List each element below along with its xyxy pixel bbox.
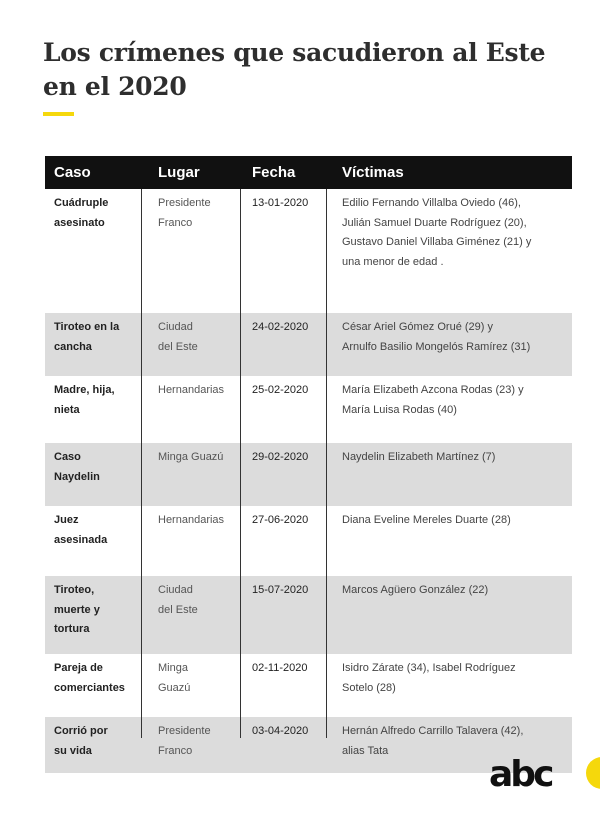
cell-lugar-line: Presidente bbox=[158, 197, 211, 209]
cell-lugar-line: Franco bbox=[158, 216, 193, 229]
logo-text: abc bbox=[489, 757, 552, 793]
cell-lugar-line: Ciudad bbox=[158, 321, 193, 333]
title-accent-bar bbox=[43, 112, 74, 116]
cell-lugar-line: Hernandarias bbox=[158, 514, 225, 526]
cell-caso-line: nieta bbox=[54, 403, 80, 416]
cell-lugar bbox=[147, 576, 243, 654]
cell-victimas-line: Isidro Zárate (34), Isabel Rodríguez bbox=[342, 662, 516, 674]
cell-victimas-line: Marcos Agüero González (22) bbox=[342, 584, 489, 596]
cell-fecha bbox=[243, 717, 330, 773]
cell-lugar bbox=[147, 506, 243, 576]
cell-caso bbox=[45, 376, 147, 443]
cell-caso bbox=[45, 313, 147, 376]
cell-caso-line: comerciantes bbox=[54, 681, 125, 694]
cell-victimas bbox=[330, 376, 572, 443]
crimes-table bbox=[45, 156, 572, 773]
column-divider bbox=[326, 189, 327, 738]
column-divider bbox=[240, 189, 241, 738]
brand-dot bbox=[586, 757, 600, 789]
cell-fecha bbox=[243, 576, 330, 654]
cell-caso-line: asesinato bbox=[54, 216, 105, 229]
cell-victimas-line: Arnulfo Basilio Mongelós Ramírez (31) bbox=[342, 340, 531, 353]
cell-caso-line: Naydelin bbox=[54, 470, 100, 483]
cell-victimas-line: Julián Samuel Duarte Rodríguez (20), bbox=[342, 216, 527, 229]
cell-caso bbox=[45, 189, 147, 313]
cell-victimas bbox=[330, 506, 572, 576]
header-caso: Caso bbox=[54, 164, 91, 181]
cell-victimas bbox=[330, 576, 572, 654]
header-fecha: Fecha bbox=[252, 164, 296, 181]
cell-fecha bbox=[243, 313, 330, 376]
cell-caso-line: Pareja de bbox=[54, 662, 103, 674]
cell-fecha bbox=[243, 376, 330, 443]
cell-lugar-line: Ciudad bbox=[158, 584, 193, 596]
cell-victimas-line: Hernán Alfredo Carrillo Talavera (42), bbox=[342, 725, 524, 737]
cell-lugar bbox=[147, 654, 243, 717]
cell-fecha bbox=[243, 189, 330, 313]
table-row bbox=[45, 313, 572, 376]
cell-lugar-line: del Este bbox=[158, 603, 198, 616]
table-row bbox=[45, 654, 572, 717]
cell-fecha-text: 27-06-2020 bbox=[252, 514, 309, 526]
cell-fecha bbox=[243, 443, 330, 506]
cell-caso-line: Madre, hija, bbox=[54, 384, 115, 396]
cell-caso-line: Tiroteo en la bbox=[54, 321, 120, 333]
cell-lugar bbox=[147, 717, 243, 773]
cell-caso-line: Caso bbox=[54, 451, 81, 463]
cell-caso bbox=[45, 506, 147, 576]
cell-fecha-text: 13-01-2020 bbox=[252, 197, 309, 209]
cell-caso-line: cancha bbox=[54, 340, 92, 353]
cell-caso-line: Juez bbox=[54, 514, 79, 526]
cell-caso bbox=[45, 717, 147, 773]
cell-lugar bbox=[147, 376, 243, 443]
cell-lugar-line: del Este bbox=[158, 340, 198, 353]
table-body bbox=[45, 189, 572, 773]
cell-fecha bbox=[243, 506, 330, 576]
cell-lugar-line: Minga bbox=[158, 662, 188, 674]
cell-caso-line: muerte y bbox=[54, 603, 100, 616]
cell-fecha-text: 24-02-2020 bbox=[252, 321, 309, 333]
cell-victimas-line: Sotelo (28) bbox=[342, 681, 396, 694]
cell-caso-line: Corrió por bbox=[54, 725, 108, 737]
table-row bbox=[45, 506, 572, 576]
cell-lugar bbox=[147, 443, 243, 506]
cell-victimas-line: Diana Eveline Mereles Duarte (28) bbox=[342, 514, 511, 526]
cell-caso-line: Tiroteo, bbox=[54, 584, 95, 596]
cell-fecha-text: 29-02-2020 bbox=[252, 451, 309, 463]
cell-victimas-line: María Elizabeth Azcona Rodas (23) y bbox=[342, 384, 524, 396]
cell-lugar bbox=[147, 189, 243, 313]
table-row bbox=[45, 443, 572, 506]
cell-victimas-line: César Ariel Gómez Orué (29) y bbox=[342, 321, 493, 333]
table-header bbox=[45, 156, 572, 189]
cell-victimas bbox=[330, 654, 572, 717]
cell-fecha-text: 25-02-2020 bbox=[252, 384, 309, 396]
cell-fecha-text: 02-11-2020 bbox=[252, 662, 308, 674]
column-divider bbox=[141, 189, 142, 738]
cell-fecha-text: 03-04-2020 bbox=[252, 725, 309, 737]
cell-caso bbox=[45, 443, 147, 506]
cell-caso-line: asesinada bbox=[54, 533, 108, 546]
cell-caso-line: tortura bbox=[54, 623, 90, 635]
cell-lugar bbox=[147, 313, 243, 376]
cell-lugar-line: Hernandarias bbox=[158, 384, 225, 396]
cell-lugar-line: Presidente bbox=[158, 725, 211, 737]
header-lugar: Lugar bbox=[158, 164, 200, 181]
page-title: Los crímenes que sacudieron al Este en el 2020 bbox=[43, 38, 546, 101]
cell-caso bbox=[45, 654, 147, 717]
abc-logo bbox=[489, 757, 579, 793]
cell-victimas-line: Gustavo Daniel Villaba Giménez (21) y bbox=[342, 236, 532, 248]
cell-caso-line: su vida bbox=[54, 744, 92, 757]
cell-caso-line: Cuádruple bbox=[54, 197, 109, 209]
header-victimas: Víctimas bbox=[342, 164, 404, 181]
cell-victimas-line: María Luisa Rodas (40) bbox=[342, 403, 457, 416]
cell-lugar-line: Franco bbox=[158, 744, 193, 757]
cell-victimas bbox=[330, 189, 572, 313]
cell-fecha bbox=[243, 654, 330, 717]
cell-victimas-line: Edilio Fernando Villalba Oviedo (46), bbox=[342, 197, 521, 209]
cell-caso bbox=[45, 576, 147, 654]
cell-victimas-line: Naydelin Elizabeth Martínez (7) bbox=[342, 451, 496, 463]
cell-victimas bbox=[330, 313, 572, 376]
cell-fecha-text: 15-07-2020 bbox=[252, 584, 309, 596]
cell-victimas-line: alias Tata bbox=[342, 744, 389, 757]
cell-lugar-line: Guazú bbox=[158, 681, 191, 694]
table-row bbox=[45, 576, 572, 654]
table-row bbox=[45, 376, 572, 443]
cell-victimas-line: una menor de edad . bbox=[342, 255, 444, 268]
table-row bbox=[45, 189, 572, 313]
cell-victimas bbox=[330, 443, 572, 506]
cell-lugar-line: Minga Guazú bbox=[158, 451, 224, 463]
